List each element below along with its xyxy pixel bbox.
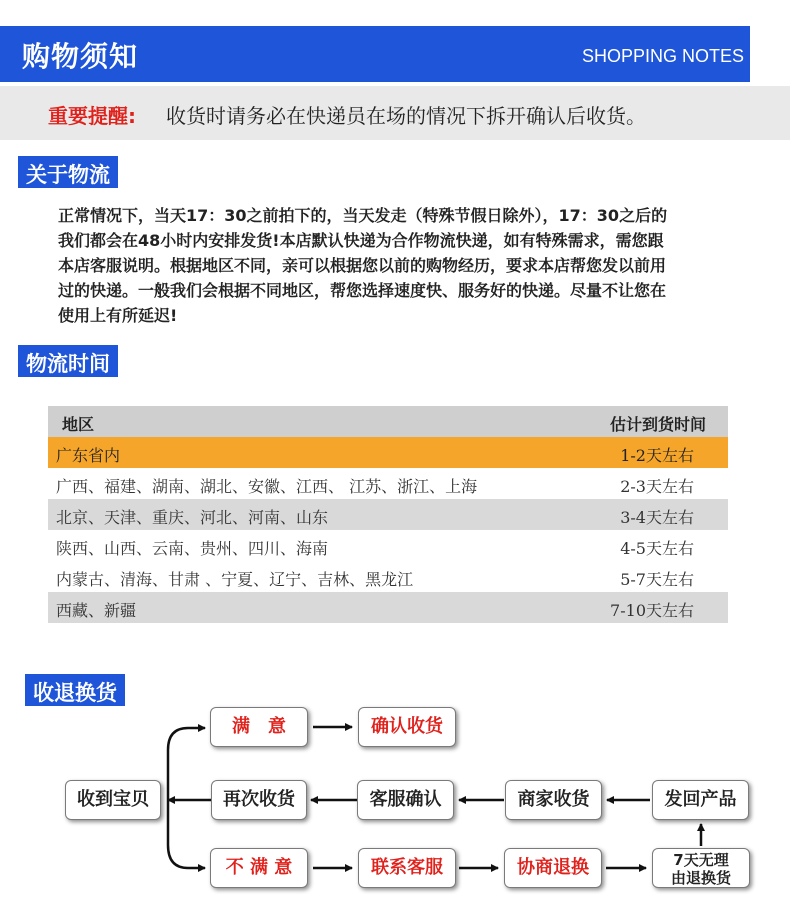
time-cell: 4-5天左右 (620, 539, 694, 558)
table-row (48, 468, 728, 499)
table-row (48, 437, 728, 468)
node-seven-day-policy (652, 848, 750, 888)
reminder-label: 重要提醒: (48, 104, 136, 128)
section-title-returns: 收退换货 (25, 674, 125, 706)
section-title-shipping-time: 物流时间 (18, 345, 118, 377)
table-header-row (48, 406, 728, 437)
logistics-paragraph (58, 203, 748, 328)
page-title: 购物须知 (22, 40, 139, 73)
table-row (48, 499, 728, 530)
logistics-line: 本店客服说明。根据地区不同，亲可以根据您以前的购物经历，要求本店帮您发以前用 (58, 256, 667, 275)
node-negotiate: 协商退换 (504, 848, 602, 888)
arrow-branch-down (168, 800, 205, 868)
region-cell: 广东省内 (56, 446, 121, 465)
table-row (48, 561, 728, 592)
arrow-branch-up (168, 728, 205, 800)
time-cell: 3-4天左右 (620, 508, 694, 527)
section-title-logistics: 关于物流 (18, 156, 118, 188)
logistics-line: 我们都会在48小时内安排发货!本店默认快递为合作物流快递，如有特殊需求，需您跟 (58, 231, 664, 250)
column-header-time: 估计到货时间 (609, 415, 706, 434)
table-row (48, 530, 728, 561)
node-receive-again: 再次收货 (211, 780, 307, 820)
logistics-line: 使用上有所延迟! (58, 306, 178, 325)
logistics-line: 正常情况下，当天17：30之前拍下的，当天发走（特殊节假日除外），17：30之后的 (58, 206, 668, 225)
node-receive: 收到宝贝 (65, 780, 161, 820)
node-unsatisfied: 不 满 意 (210, 848, 308, 888)
node-confirm-receipt: 确认收货 (358, 707, 456, 747)
node-merchant-receive: 商家收货 (505, 780, 602, 820)
region-cell: 陕西、山西、云南、贵州、四川、海南 (56, 539, 329, 558)
time-cell: 7-10天左右 (610, 601, 694, 620)
node-send-back: 发回产品 (652, 780, 749, 820)
node-contact-service: 联系客服 (358, 848, 456, 888)
shipping-time-table (48, 406, 728, 623)
policy-line: 由退换货 (670, 869, 731, 887)
header-banner (0, 26, 750, 82)
region-cell: 内蒙古、清海、甘肃 、宁夏、辽宁、吉林、黑龙江 (56, 570, 414, 589)
region-cell: 广西、福建、湖南、湖北、安徽、江西、 江苏、浙江、上海 (56, 477, 478, 496)
column-header-region: 地区 (62, 415, 95, 434)
time-cell: 5-7天左右 (620, 570, 694, 589)
region-cell: 北京、天津、重庆、河北、河南、山东 (56, 508, 329, 527)
reminder-bar (0, 86, 790, 140)
logistics-line: 过的快递。一般我们会根据不同地区，帮您选择速度快、服务好的快递。尽量不让您在 (58, 281, 667, 300)
node-satisfied: 满 意 (210, 707, 308, 747)
table-row (48, 592, 728, 623)
page-subtitle: SHOPPING NOTES (581, 46, 744, 66)
time-cell: 1-2天左右 (620, 446, 694, 465)
time-cell: 2-3天左右 (620, 477, 694, 496)
policy-line: 7天无理 (673, 851, 729, 869)
node-service-confirm: 客服确认 (357, 780, 454, 820)
region-cell: 西藏、新疆 (56, 601, 137, 620)
reminder-text: 收货时请务必在快递员在场的情况下拆开确认后收货。 (166, 104, 646, 128)
